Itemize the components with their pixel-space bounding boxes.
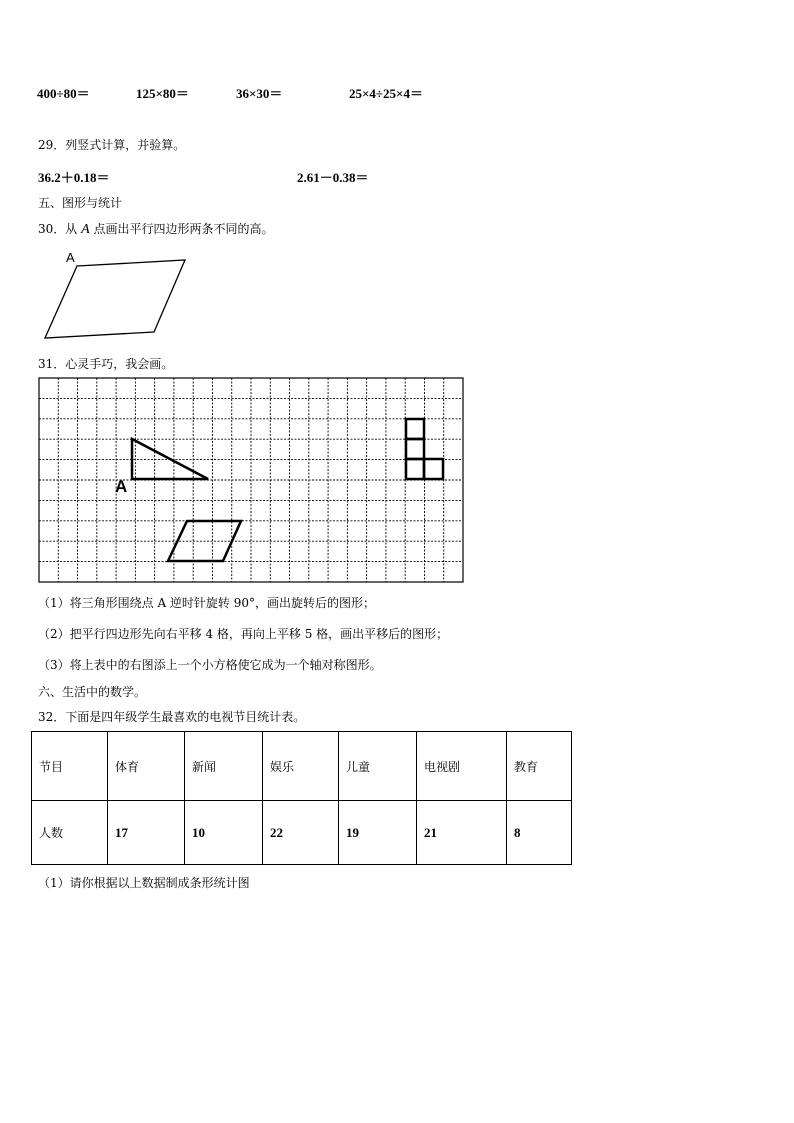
q31-title: 31．心灵手巧，我会画。 [38, 357, 174, 371]
table-cell: 体育 [108, 732, 185, 801]
table-cell: 10 [185, 801, 263, 865]
table-cell: 娱乐 [263, 732, 339, 801]
table-cell: 22 [263, 801, 339, 865]
table-cell: 教育 [507, 732, 572, 801]
section-5-heading: 五、图形与统计 [38, 196, 123, 210]
table-cell: 新闻 [185, 732, 263, 801]
calc-item-4: 25×4÷25×4＝ [349, 86, 423, 101]
table-row [32, 801, 572, 865]
table-cell: 电视剧 [417, 732, 507, 801]
q31-task-3: （3）将上表中的右图添上一个小方格使它成为一个轴对称图形。 [38, 658, 382, 672]
q32-title: 32．下面是四年级学生最喜欢的电视节目统计表。 [38, 710, 306, 724]
q31-task-2: （2）把平行四边形先向右平移 4 格，再向上平移 5 格，画出平移后的图形； [38, 627, 449, 641]
q30-parallelogram [40, 255, 190, 345]
q31-triangle [132, 439, 208, 479]
section-6-heading: 六、生活中的数学。 [38, 685, 147, 699]
q29-title: 29．列竖式计算，并验算。 [38, 138, 186, 152]
q32-stats-table [31, 731, 572, 865]
table-cell: 19 [339, 801, 417, 865]
q31-task-1: （1）将三角形围绕点 A 逆时针旋转 90°，画出旋转后的图形； [38, 596, 376, 610]
q30-point-label: A [66, 250, 75, 265]
q31-point-label: A [115, 477, 128, 496]
calc-item-2: 125×80＝ [136, 86, 189, 101]
q31-grid [38, 377, 464, 583]
table-cell: 儿童 [339, 732, 417, 801]
table-header-cell: 节目 [32, 732, 108, 801]
calc-item-3: 36×30＝ [236, 86, 283, 101]
q29-problem-2: 2.61－0.38＝ [297, 170, 369, 185]
table-header-cell: 人数 [32, 801, 108, 865]
q31-block-figure [406, 419, 443, 479]
q32-task-1: （1）请你根据以上数据制成条形统计图 [38, 876, 250, 890]
q30-title: 30．从 A 点画出平行四边形两条不同的高。 [38, 222, 274, 237]
calc-item-1: 400÷80＝ [37, 86, 90, 101]
q29-problem-1: 36.2＋0.18＝ [38, 170, 110, 185]
table-cell: 8 [507, 801, 572, 865]
table-cell: 17 [108, 801, 185, 865]
table-cell: 21 [417, 801, 507, 865]
table-row [32, 732, 572, 801]
